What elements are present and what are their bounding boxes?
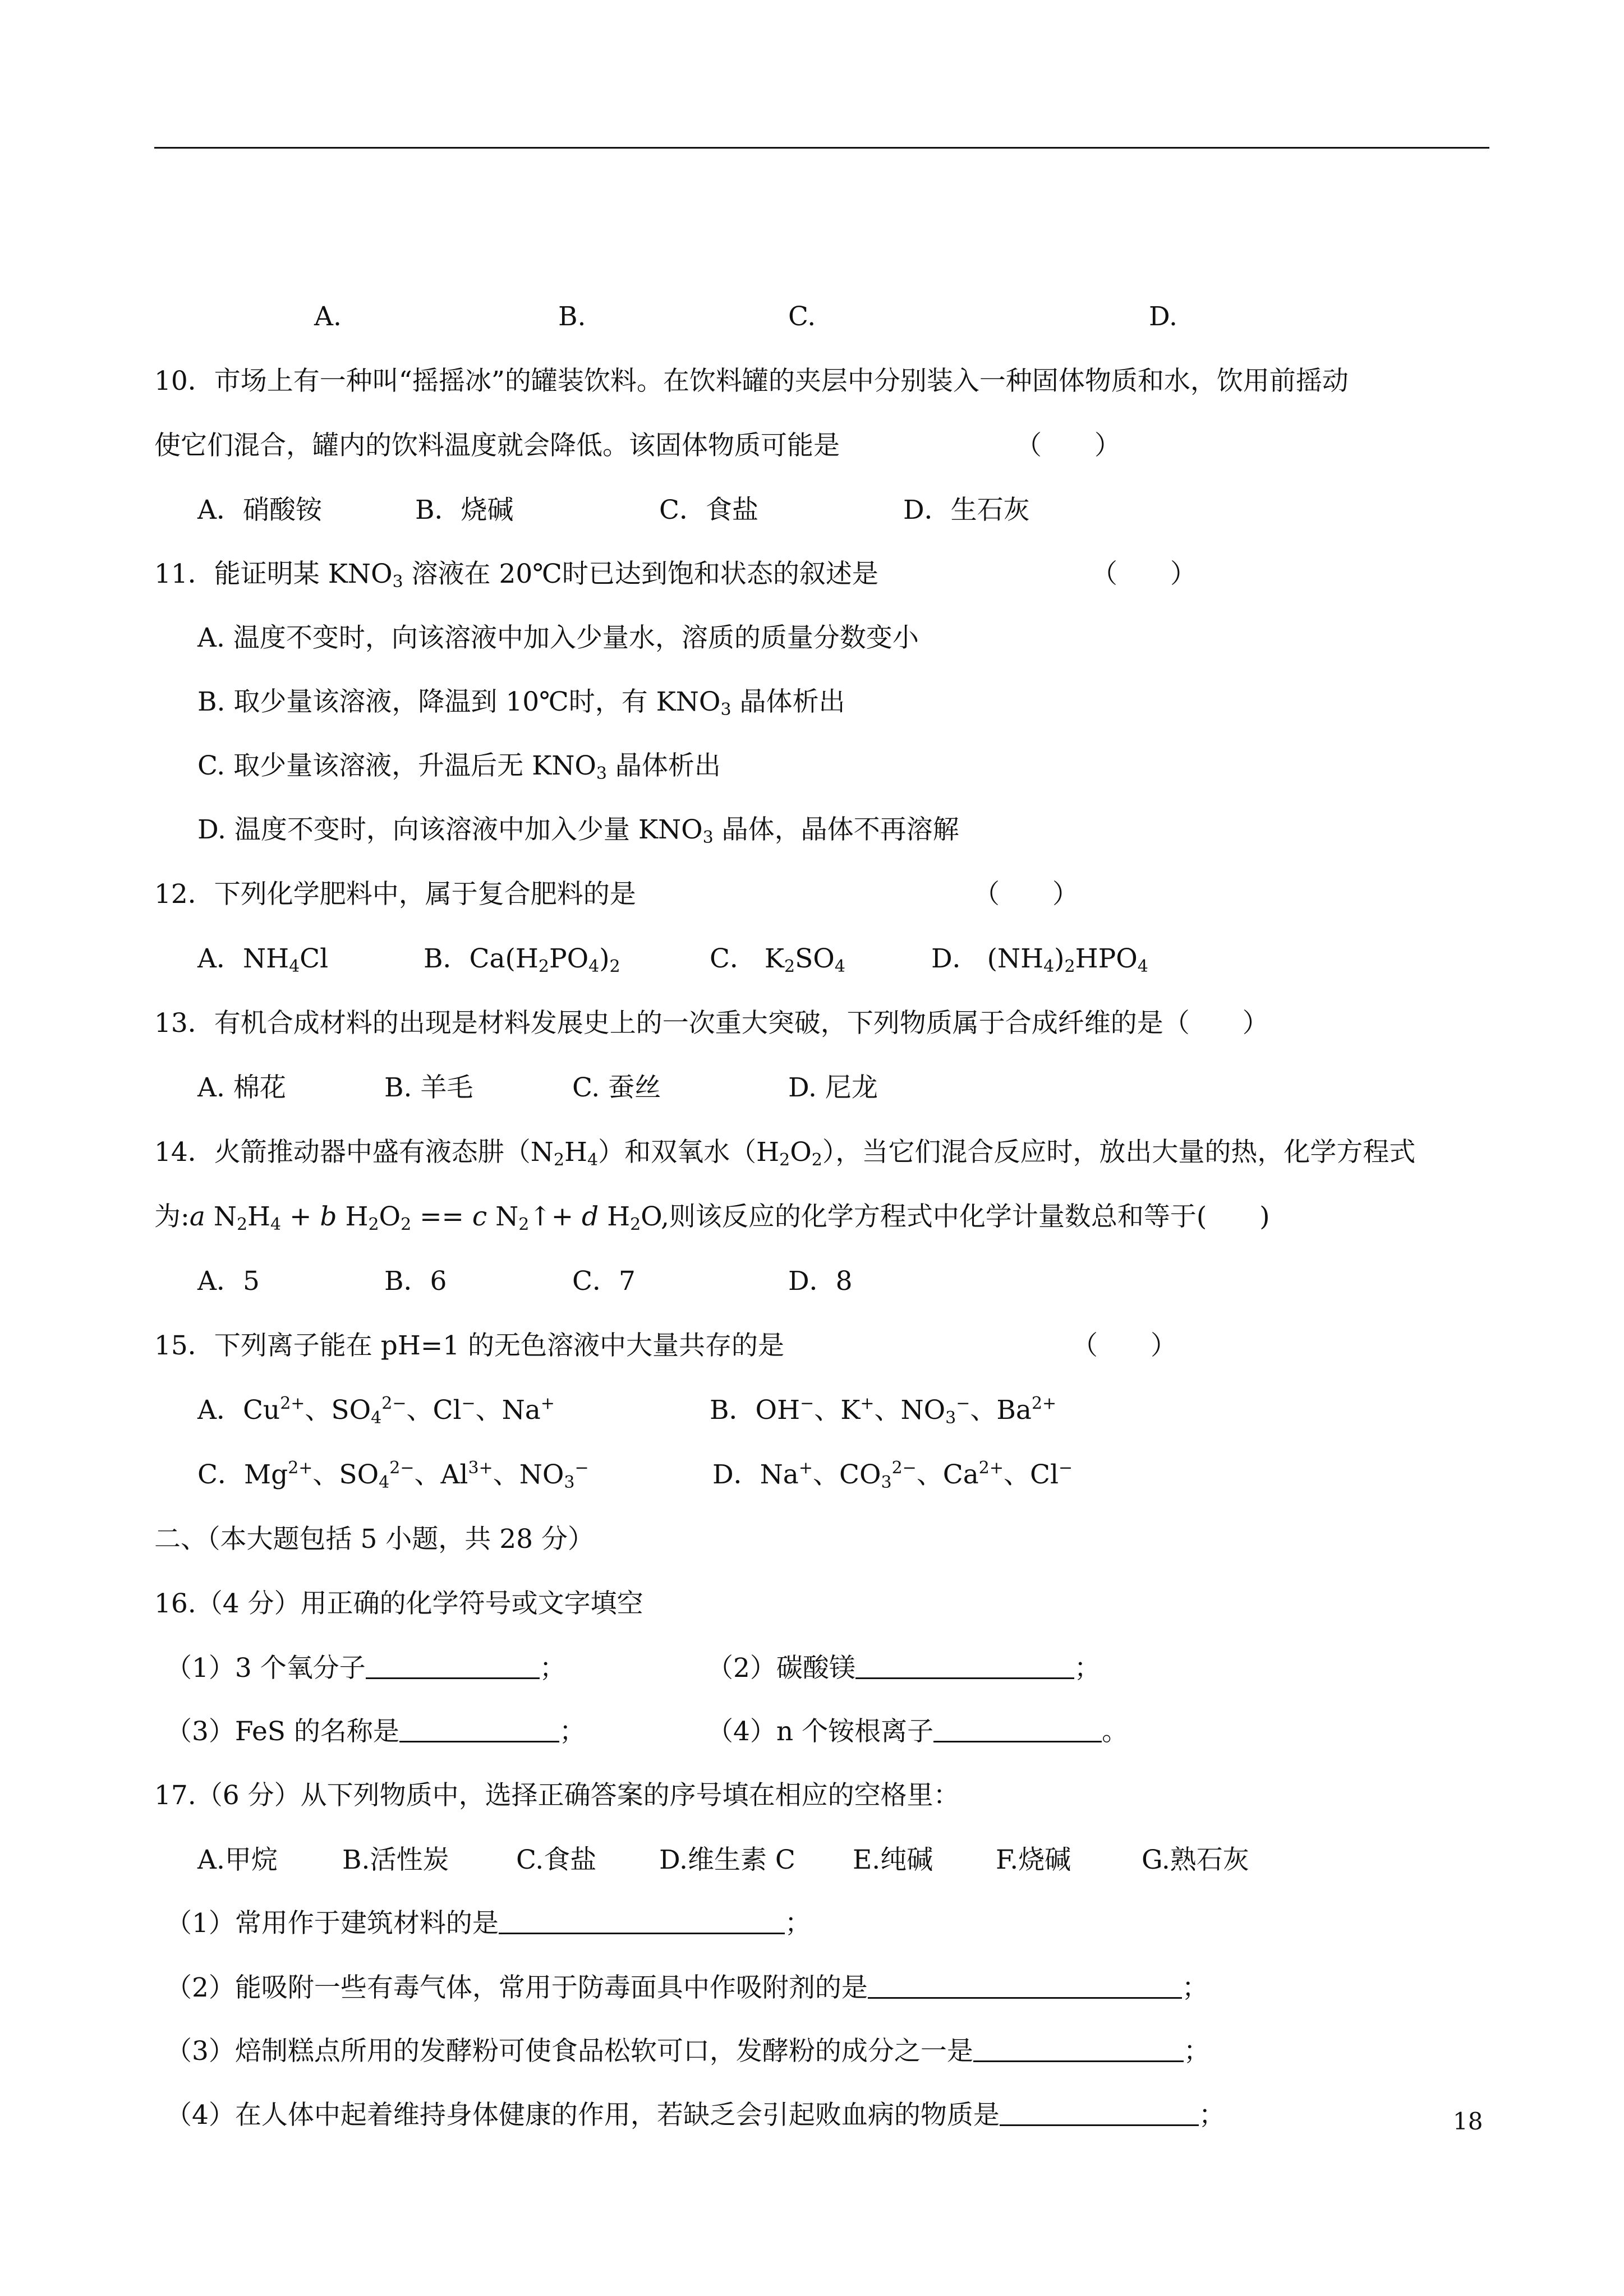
- q15-option-a: A．$Cu^{2+}$、$SO_4^{2-}$、Cl−、Na+: [197, 1394, 555, 1428]
- q14-option-a: A．5: [197, 1266, 260, 1297]
- q15-option-c: C．$Mg^{2+}$、$SO_4^{2-}$、$Al^{3+}$、$NO_3^-$: [197, 1458, 589, 1492]
- q11-option-d: D. 温度不变时，向该溶液中加入少量 $KNO_3$ 晶体，晶体不再溶解: [197, 814, 959, 847]
- q14-option-c: C．7: [572, 1266, 636, 1297]
- q14-line1: 14．火箭推动器中盛有液态肼$(N_2H_4)$和双氧水$(H_2O_2)$，当它们混合反应时，放出大量的热，化学方程式: [154, 1137, 1416, 1170]
- q11-option-c: C. 取少量该溶液，升温后无 $KNO_3$ 晶体析出: [197, 750, 721, 783]
- q15-option-d: D．Na+、$CO_3^{2-}$、$Ca^{2+}$、Cl−: [712, 1458, 1073, 1492]
- q12-option-b: B．$Ca(H_2PO_4)_2$: [424, 943, 620, 976]
- answer-blank[interactable]: [399, 1716, 559, 1742]
- q11-option-a: A. 温度不变时，向该溶液中加入少量水，溶质的质量分数变小: [197, 623, 919, 653]
- answer-blank[interactable]: [1000, 2100, 1199, 2126]
- q17-stem: 17.（6 分）从下列物质中，选择正确答案的序号填在相应的空格里：: [154, 1780, 960, 1811]
- q17-choice-b: B.活性炭: [342, 1845, 449, 1875]
- q10-option-d: D．生石灰: [903, 495, 1030, 525]
- q17-part-2: （2）能吸附一些有毒气体，常用于防毒面具中作吸附剂的是 ；: [165, 1972, 1208, 2003]
- q9-choice-b: B.: [558, 301, 586, 332]
- q16-part-4: （4）n 个铵根离子 。: [707, 1716, 1129, 1747]
- q15-option-b: B．OH−、K+、$NO_3^-$、$Ba^{2+}$: [710, 1394, 1057, 1428]
- answer-blank[interactable]: [855, 1653, 1074, 1679]
- q17-part-4: （4）在人体中起着维持身体健康的作用，若缺乏会引起败血病的物质是 ；: [165, 2100, 1225, 2131]
- q9-choice-a: A.: [314, 301, 342, 332]
- q17-choice-g: G.熟石灰: [1142, 1845, 1249, 1875]
- q9-choice-d: D.: [1149, 301, 1177, 332]
- q17-choice-c: C.食盐: [516, 1845, 597, 1875]
- q13-option-b: B. 羊毛: [384, 1072, 473, 1103]
- q9-choice-c: C.: [788, 301, 816, 332]
- q12-option-d: D． $(NH_4)_2HPO_4$: [931, 943, 1148, 976]
- answer-blank[interactable]: [933, 1716, 1102, 1742]
- answer-blank[interactable]: [499, 1908, 785, 1934]
- q17-part-1: （1）常用作于建筑材料的是 ；: [165, 1908, 811, 1939]
- q17-part-3: （3）焙制糕点所用的发酵粉可使食品松软可口，发酵粉的成分之一是 ；: [165, 2036, 1210, 2067]
- q13-option-c: C. 蚕丝: [572, 1072, 661, 1103]
- header-rule: [154, 147, 1489, 149]
- q11-stem: 11．能证明某 $KNO_3$ 溶液在 20℃时已达到饱和状态的叙述是: [154, 559, 878, 592]
- q16-part-1: （1）3 个氧分子 ；: [165, 1653, 566, 1684]
- q12-option-c: C． $K_2SO_4$: [710, 943, 845, 976]
- q11-paren: （ ）: [1091, 559, 1197, 589]
- q11-option-b: B. 取少量该溶液，降温到 10℃时，有 $KNO_3$ 晶体析出: [197, 686, 845, 720]
- q17-choice-a: A.甲烷: [197, 1845, 278, 1875]
- answer-blank[interactable]: [973, 2036, 1184, 2062]
- q10-option-b: B．烧碱: [415, 495, 514, 525]
- q12-stem: 12．下列化学肥料中，属于复合肥料的是: [154, 879, 636, 910]
- q16-part-2: （2）碳酸镁 ；: [707, 1653, 1101, 1684]
- q16-stem: 16.（4 分）用正确的化学符号或文字填空: [154, 1588, 643, 1619]
- q12-option-a: A．$NH_4Cl$: [197, 943, 329, 976]
- answer-blank[interactable]: [868, 1972, 1182, 1999]
- page-number: 18: [1453, 2108, 1483, 2135]
- q13-stem: 13．有机合成材料的出现是材料发展史上的一次重大突破，下列物质属于合成纤维的是（ ）: [154, 1008, 1269, 1039]
- q14-line2: 为:a $N_2H_4 + b$ $H_2O_2 == c$ $N_2↑+ d$ $H_2O$,则该反应的化学方程式中化学计量数总和等于( ): [154, 1201, 1270, 1234]
- q14-option-b: B．6: [384, 1266, 447, 1297]
- q14-option-d: D．8: [788, 1266, 853, 1297]
- q17-choice-d: D.维生素 C: [659, 1845, 795, 1875]
- q15-stem: 15．下列离子能在 pH=1 的无色溶液中大量共存的是: [154, 1330, 785, 1361]
- q10-line1: 10．市场上有一种叫“摇摇冰”的罐装饮料。在饮料罐的夹层中分别装入一种固体物质和水，饮用前摇动: [154, 366, 1349, 397]
- q17-choice-e: E.纯碱: [853, 1845, 933, 1875]
- q15-paren: （ ）: [1071, 1330, 1177, 1361]
- answer-blank[interactable]: [366, 1653, 540, 1679]
- q12-paren: （ ）: [973, 879, 1079, 910]
- q10-option-c: C．食盐: [659, 495, 758, 525]
- section-2-heading: 二、（本大题包括 5 小题，共 28 分）: [154, 1524, 594, 1555]
- q10-option-a: A．硝酸铵: [197, 495, 322, 525]
- q16-part-3: （3）FeS 的名称是 ；: [165, 1716, 586, 1747]
- q17-choice-f: F.烧碱: [996, 1845, 1071, 1875]
- q13-option-d: D. 尼龙: [788, 1072, 878, 1103]
- q13-option-a: A. 棉花: [197, 1072, 286, 1103]
- q10-line2: 使它们混合，罐内的饮料温度就会降低。该固体物质可能是: [154, 430, 840, 461]
- q10-paren: （ ）: [1015, 430, 1121, 461]
